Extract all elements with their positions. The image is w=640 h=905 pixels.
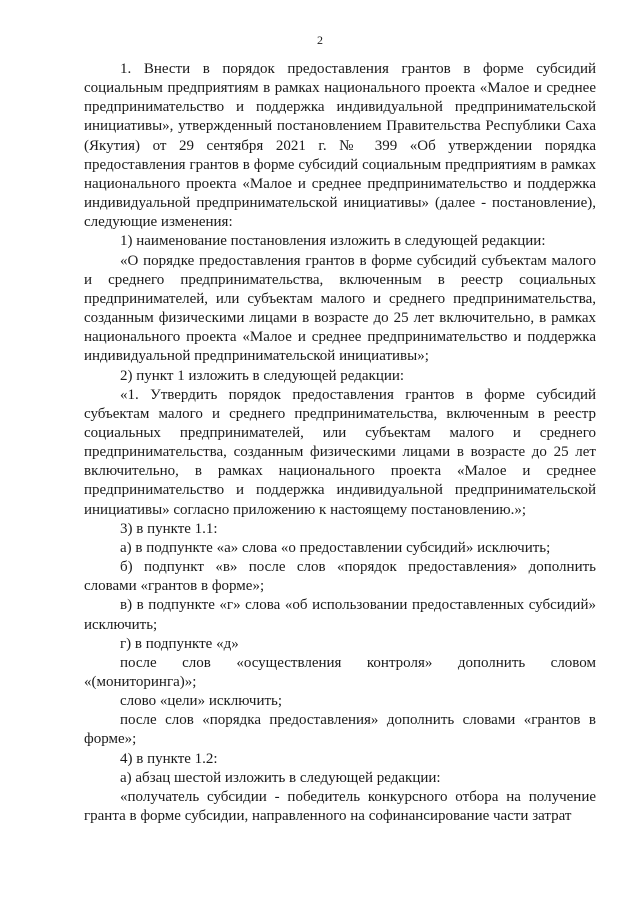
paragraph-16: а) абзац шестой изложить в следующей редакции: bbox=[120, 769, 441, 786]
paragraph-15: 4) в пункте 1.2: bbox=[120, 750, 218, 767]
paragraph-6: 3) в пункте 1.1: bbox=[120, 520, 218, 537]
document-body bbox=[84, 60, 596, 826]
paragraph-4: 2) пункт 1 изложить в следующей редакции: bbox=[120, 367, 405, 384]
paragraph-11: после слов «осуществления контроля» дополнить словом bbox=[120, 654, 596, 671]
page-number: 2 bbox=[317, 33, 323, 47]
paragraph-13: слово «цели» исключить; bbox=[120, 693, 283, 710]
paragraph-9: в) в подпункте «г» слова «об использовании предоставленных субсидий» исключить; bbox=[84, 597, 596, 633]
paragraph-2: 1) наименование постановления изложить в следующей редакции: bbox=[120, 233, 546, 250]
paragraph-17: «получатель субсидии - победитель конкурсного отбора на получение гранта в форме субсидии, направленного на софинансирование части затрат bbox=[84, 788, 596, 825]
paragraph-8: б) подпункт «в» после слов «порядок предоставления» дополнить словами «грантов в форме»; bbox=[84, 559, 596, 595]
paragraph-14: после слов «порядка предоставления» дополнить словами «грантов в форме»; bbox=[84, 712, 596, 748]
paragraph-1: 1. Внести в порядок предоставления грантов в форме субсидий социальным предприятиям в рамках национального проекта «Малое и среднее предпринимательство и поддержка индивидуальной предпринимательской инициативы», утвержденный постановлением Правительства Республики Саха (Якутия) от 29 сентября 2021 г. № 399 «Об утверждении порядка предоставления грантов в форме субсидий социальным предприятиям в рамках национального проекта «Малое и среднее предпринимательство и поддержка индивидуальной предпринимательской инициативы» (далее - постановление), следующие изменения: bbox=[84, 61, 596, 231]
paragraph-3: «О порядке предоставления грантов в форме субсидий субъектам малого и среднего предпринимательства, включенным в реестр социальных предпринимателей, или субъектам малого и среднего предпринимательства, созданным физическими лицами в возрасте до 25 лет включительно, в рамках национального проекта «Малое и среднее предпринимательство и поддержка индивидуальной предпринимательской инициативы»; bbox=[84, 252, 596, 365]
paragraph-10: г) в подпункте «д» bbox=[120, 635, 239, 652]
paragraph-7: а) в подпункте «а» слова «о предоставлении субсидий» исключить; bbox=[120, 539, 551, 556]
paragraph-5: «1. Утвердить порядок предоставления грантов в форме субсидий субъектам малого и среднего предпринимательства, включенным в реестр социальных предпринимателей, или субъектам малого и среднего предпринимательства, созданным физическими лицами в возрасте до 25 лет включительно, в рамках национального проекта «Малое и среднее предпринимательство и поддержка индивидуальной предпринимательской инициативы» согласно приложению к настоящему постановлению.»; bbox=[84, 386, 596, 518]
paragraph-12: «(мониторинга)»; bbox=[84, 674, 197, 690]
